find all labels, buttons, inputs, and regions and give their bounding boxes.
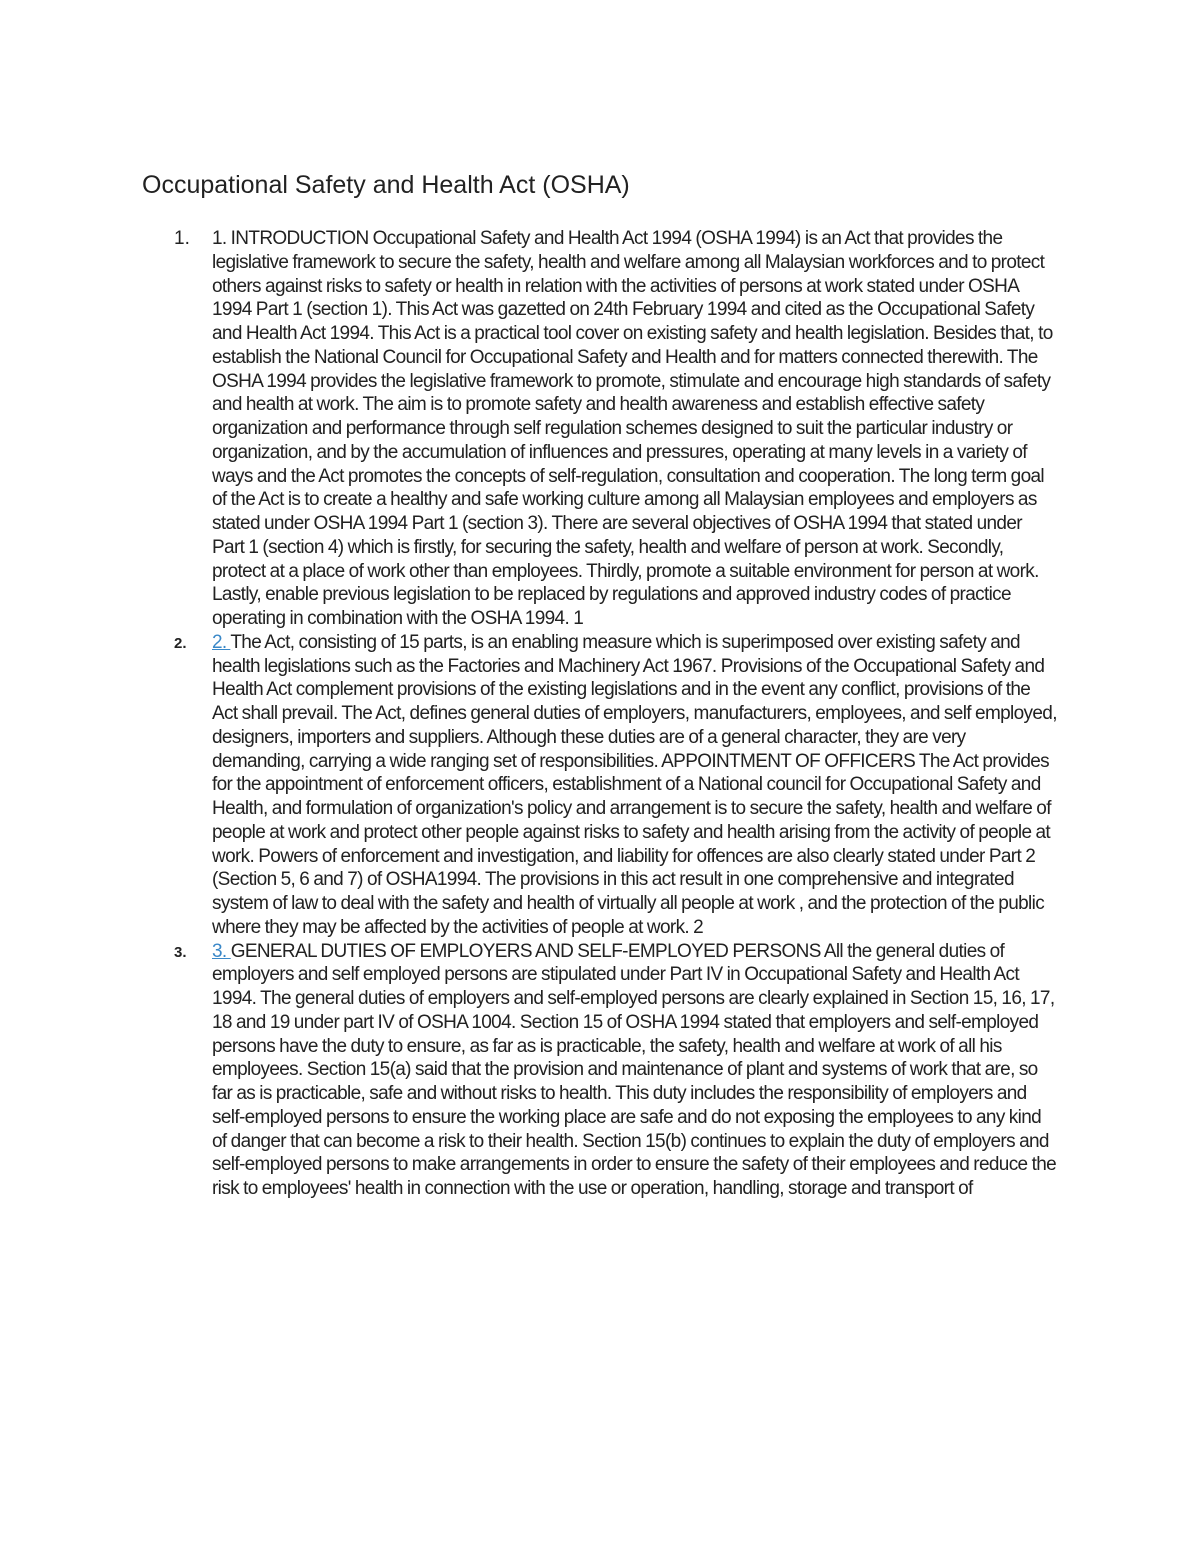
list-item-text: GENERAL DUTIES OF EMPLOYERS AND SELF-EMPLOYED PERSONS All the general duties of employers and self employed persons are stipulated under Part IV in Occupational Safety and Health Act 1994. The general duties of employers and self-employed persons are clearly explained in Section 15, 16, 17, 18 and 19 under part IV of OSHA 1004. Section 15 of OSHA 1994 stated that employers and self-employed persons have the duty to ensure, as far as is practicable, the safety, health and welfare at work of all his employees. Section 15(a) said that the provision and maintenance of plant and systems of work that are, so far as is practicable, safe and without risks to health. This duty includes the responsibility of employers and self-employed persons to ensure the working place are safe and do not exposing the employees to any kind of danger that can become a risk to their health. Section 15(b) continues to explain the duty of employers and self-employed persons to make arrangements in order to ensure the safety of their employees and reduce the risk to employees' health in connection with the use or operation, handling, storage and transport of [212,940,1057,1199]
section-3-link[interactable]: 3. [212,940,231,962]
section-2-link[interactable]: 2. [212,631,231,653]
list-item-text: The Act, consisting of 15 parts, is an enabling measure which is superimposed over existing safety and health legislations such as the Factories and Machinery Act 1967. Provisions of the Occupational Safety and Health Act complement provisions of the existing legislations and in the event any conflict, provisions of the Act shall prevail. The Act, defines general duties of employers, manufacturers, employees, and self employed, designers, importers and suppliers. Although these duties are of a general character, they are very demanding, carrying a wide ranging set of responsibilities. APPOINTMENT OF OFFICERS The Act provides for the appointment of enforcement officers, establishment of a National council for Occupational Safety and Health, and formulation of organization's policy and arrangement is to secure the safety, health and welfare of people at work and protect other people against risks to safety and health arising from the activity of people at work. Powers of enforcement and investigation, and liability for offences are also clearly stated under Part 2 (Section 5, 6 and 7) of OSHA1994. The provisions in this act result in one comprehensive and integrated system of law to deal with the safety and health of virtually all people at work , and the protection of the public where they may be affected by the activities of people at work. 2 [212,631,1057,938]
list-item-number: 2. [174,634,187,652]
list-item-number: 1. [174,228,190,249]
list-item-text: 1. INTRODUCTION Occupational Safety and Health Act 1994 (OSHA 1994) is an Act that provides the legislative framework to secure the safety, health and welfare among all Malaysian workforces and to protect others against risks to safety or health in relation with the activities of persons at work stated under OSHA 1994 Part 1 (section 1). This Act was gazetted on 24th February 1994 and cited as the Occupational Safety and Health Act 1994. This Act is a practical tool cover on existing safety and health legislation. Besides that, to establish the National Council for Occupational Safety and Health and for matters connected therewith. The OSHA 1994 provides the legislative framework to promote, stimulate and encourage high standards of safety and health at work. The aim is to promote safety and health awareness and establish effective safety organization and performance through self regulation schemes designed to suit the particular industry or organization, and by the accumulation of influences and pressures, operating at many levels in a variety of ways and the Act promotes the concepts of self-regulation, consultation and cooperation. The long term goal of the Act is to create a healthy and safe working culture among all Malaysian employees and employers as stated under OSHA 1994 Part 1 (section 3). There are several objectives of OSHA 1994 that stated under Part 1 (section 4) which is firstly, for securing the safety, health and welfare of person at work. Secondly, protect at a place of work other than employees. Thirdly, promote a suitable environment for person at work. Lastly, enable previous legislation to be replaced by regulations and approved industry codes of practice operating in combination with the OSHA 1994. 1 [212,228,1053,629]
list-item-introduction [174,227,1058,631]
list-item-number: 3. [174,943,187,961]
section-list [174,227,1058,1201]
document-title: Occupational Safety and Health Act (OSHA) [142,171,630,199]
list-item-general-duties [174,940,1058,1201]
list-item-the-act [174,631,1058,940]
